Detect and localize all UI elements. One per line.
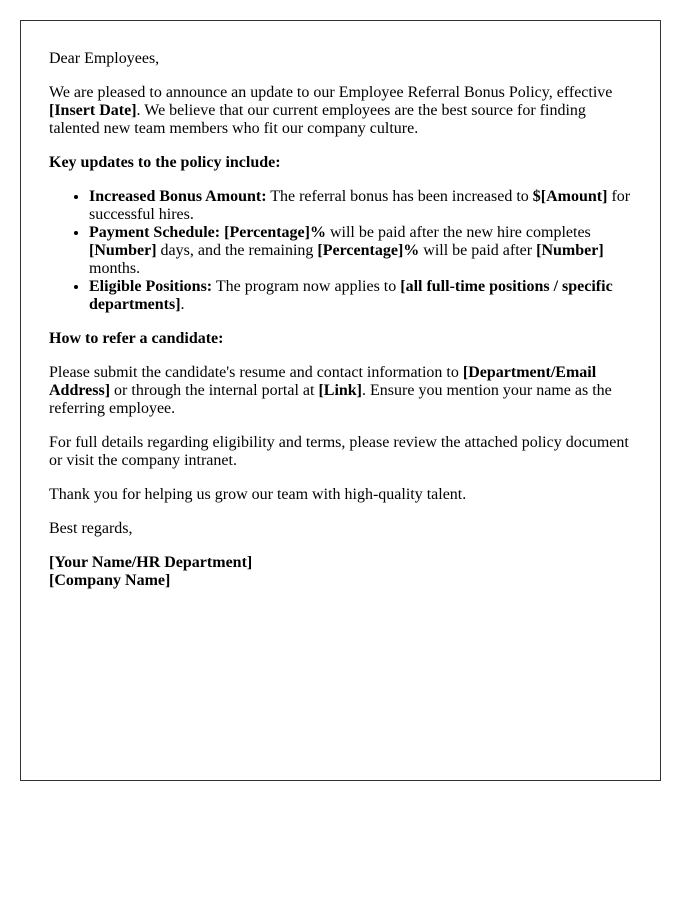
refer-text: or through the internal portal at xyxy=(110,382,319,399)
list-item-bonus-amount xyxy=(89,188,632,224)
item-text: The program now applies to xyxy=(212,278,401,295)
item-text: for successful hires. xyxy=(89,188,631,223)
closing: Best regards, xyxy=(49,520,133,537)
item-text: months. xyxy=(89,260,141,277)
percentage-placeholder: [Percentage]% xyxy=(317,242,420,259)
item-text: . xyxy=(180,296,185,313)
item-label: Eligible Positions: xyxy=(89,278,213,295)
details-paragraph: For full details regarding eligibility and terms, please review the attached policy document or visit the company intranet. xyxy=(49,434,629,469)
intro-paragraph xyxy=(49,84,632,138)
thanks-paragraph: Thank you for helping us grow our team with high-quality talent. xyxy=(49,486,467,503)
refer-paragraph xyxy=(49,364,632,418)
signature xyxy=(49,554,632,590)
item-text: will be paid after the new hire completes xyxy=(325,224,591,241)
updates-list xyxy=(49,188,632,314)
positions-placeholder: [all full-time positions / specific departments] xyxy=(89,278,613,313)
item-label: Payment Schedule: xyxy=(89,224,221,241)
list-item-payment-schedule xyxy=(89,224,632,278)
department-email-placeholder: [Department/Email Address] xyxy=(49,364,597,399)
intro-text: We are pleased to announce an update to our Employee Referral Bonus Policy, effective xyxy=(49,84,613,101)
link-placeholder: [Link] xyxy=(318,382,363,399)
insert-date-placeholder: [Insert Date] xyxy=(49,102,137,119)
item-text: The referral bonus has been increased to xyxy=(266,188,533,205)
key-updates-heading xyxy=(49,154,632,172)
percentage-placeholder: [Percentage]% xyxy=(224,224,326,241)
letter-document xyxy=(20,20,661,781)
item-label: Increased Bonus Amount: xyxy=(89,188,267,205)
greeting: Dear Employees, xyxy=(49,50,160,67)
heading-text: How to refer a candidate: xyxy=(49,330,224,347)
intro-text: . We believe that our current employees are the best source for finding talented new team members who fit our company culture. xyxy=(49,102,586,137)
heading-text: Key updates to the policy include: xyxy=(49,154,281,171)
refer-text: . Ensure you mention your name as the referring employee. xyxy=(49,382,612,417)
item-text: days, and the remaining xyxy=(156,242,318,259)
refer-heading xyxy=(49,330,632,348)
item-text: will be paid after xyxy=(419,242,537,259)
number-placeholder: [Number] xyxy=(89,242,157,259)
refer-text: Please submit the candidate's resume and contact information to xyxy=(49,364,463,381)
signature-company: [Company Name] xyxy=(49,572,171,589)
signature-name: [Your Name/HR Department] xyxy=(49,554,253,571)
list-item-eligible-positions xyxy=(89,278,632,314)
amount-placeholder: $[Amount] xyxy=(532,188,608,205)
number-placeholder: [Number] xyxy=(536,242,604,259)
